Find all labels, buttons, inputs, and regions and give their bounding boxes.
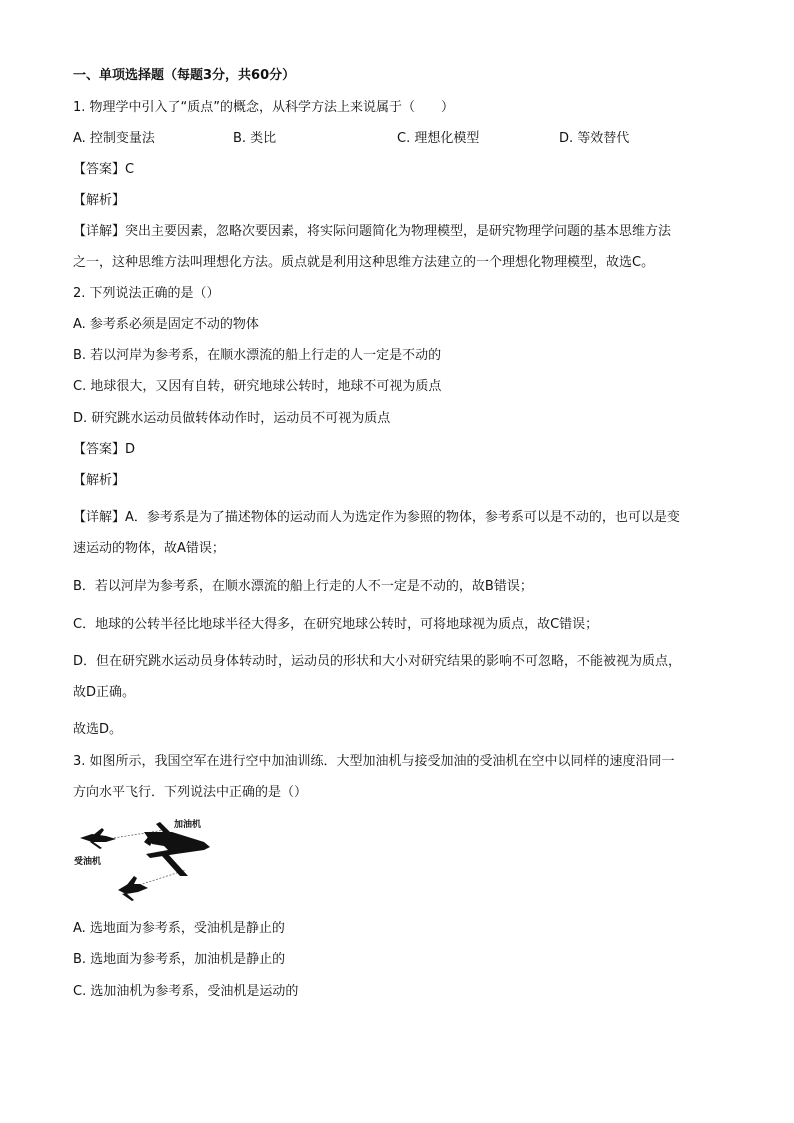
q3-option-b: B. 选地面为参考系，加油机是静止的 — [73, 952, 286, 967]
q3-option-a: A. 选地面为参考系，受油机是静止的 — [73, 921, 285, 936]
refueling-illustration — [72, 814, 212, 906]
q1-option-c: C. 理想化模型 — [397, 131, 480, 146]
q1-option-d: D. 等效替代 — [559, 131, 630, 146]
refueling-figure — [72, 814, 212, 906]
q2-stem: 2. 下列说法正确的是（） — [73, 286, 220, 301]
q3-stem-line-2: 方向水平飞行．下列说法中正确的是（） — [73, 785, 308, 800]
q2-detail-line-6: 故D正确。 — [73, 685, 136, 700]
q2-detail-line-7: 故选D。 — [73, 722, 123, 737]
q2-detail-line-3: B．若以河岸为参考系，在顺水漂流的船上行走的人不一定是不动的，故B错误； — [73, 579, 533, 594]
q2-option-a: A. 参考系必须是固定不动的物体 — [73, 317, 259, 332]
q2-analysis-label: 【解析】 — [73, 473, 126, 488]
q1-detail-line-2: 之一，这种思维方法叫理想化方法。质点就是利用这种思维方法建立的一个理想化物理模型，故选C。 — [73, 255, 655, 270]
q2-option-c: C. 地球很大，又因有自转，研究地球公转时，地球不可视为质点 — [73, 379, 442, 394]
receiver-label: 受油机 — [74, 857, 102, 867]
tanker-aircraft-icon — [144, 822, 210, 876]
receiver-jet-upper-icon — [80, 828, 116, 849]
q2-detail-line-4: C．地球的公转半径比地球半径大得多，在研究地球公转时，可将地球视为质点，故C错误； — [73, 617, 599, 632]
q2-option-b: B. 若以河岸为参考系，在顺水漂流的船上行走的人一定是不动的 — [73, 348, 442, 363]
q3-stem-line-1: 3. 如图所示，我国空军在进行空中加油训练．大型加油机与接受加油的受油机在空中以同样的速度沿同一 — [73, 754, 675, 769]
q1-analysis-label: 【解析】 — [73, 193, 126, 208]
q2-detail-line-5: D．但在研究跳水运动员身体转动时，运动员的形状和大小对研究结果的影响不可忽略，不能被视为质点， — [73, 654, 682, 669]
q1-answer: 【答案】C — [73, 162, 135, 177]
q1-stem: 1. 物理学中引入了“质点”的概念，从科学方法上来说属于（ ） — [73, 100, 455, 115]
q2-detail-line-2: 速运动的物体，故A错误； — [73, 541, 225, 556]
q1-option-a: A. 控制变量法 — [73, 131, 155, 146]
tanker-label: 加油机 — [174, 820, 202, 830]
q1-option-b: B. 类比 — [233, 131, 277, 146]
q1-detail-line-1: 【详解】突出主要因素，忽略次要因素，将实际问题简化为物理模型，是研究物理学问题的基本思维方法 — [73, 224, 672, 239]
q1-options — [73, 130, 733, 148]
q2-answer: 【答案】D — [73, 442, 136, 457]
q2-detail-line-1: 【详解】A．参考系是为了描述物体的运动而人为选定作为参照的物体，参考系可以是不动的，也可以是变 — [73, 510, 680, 525]
receiver-jet-lower-icon — [118, 876, 148, 901]
section-title: 一、单项选择题（每题3分，共60分） — [73, 68, 296, 83]
q2-option-d: D. 研究跳水运动员做转体动作时，运动员不可视为质点 — [73, 411, 391, 426]
q3-option-c: C. 选加油机为参考系，受油机是运动的 — [73, 984, 299, 999]
